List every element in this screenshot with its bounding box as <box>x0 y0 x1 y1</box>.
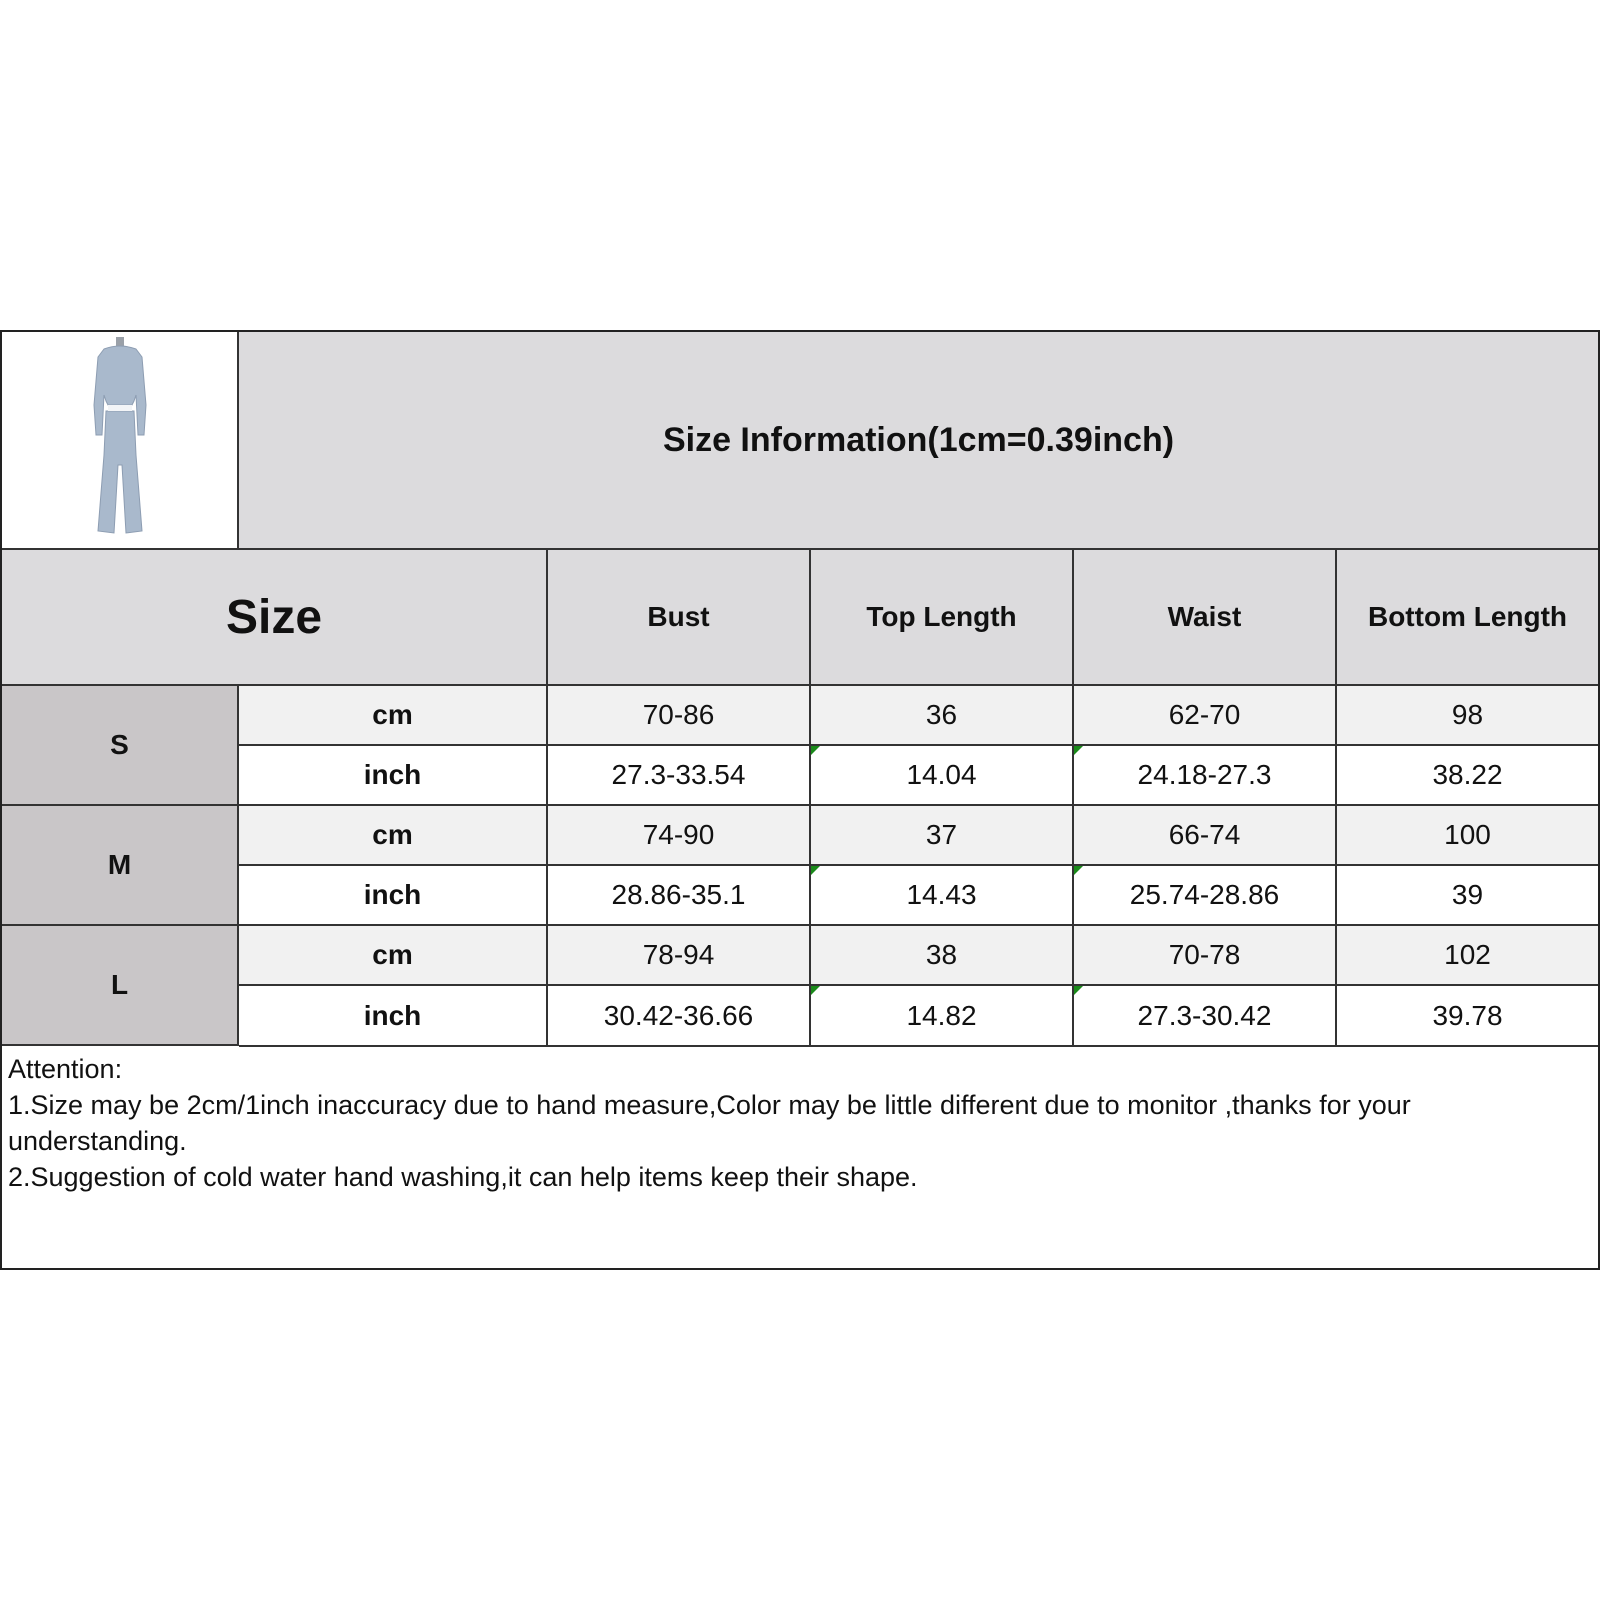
product-photo <box>2 332 239 550</box>
table-cell: 25.74-28.86 <box>1074 866 1337 926</box>
product-photo-icon <box>60 335 180 545</box>
table-cell: 39 <box>1337 866 1598 926</box>
table-cell: 38 <box>811 926 1074 986</box>
unit-label: cm <box>239 686 548 746</box>
notes-line-1: 1.Size may be 2cm/1inch inaccuracy due to hand measure,Color may be little different due to monitor ,thanks for your understanding. <box>8 1090 1411 1156</box>
table-cell: 14.43 <box>811 866 1074 926</box>
unit-label: cm <box>239 926 548 986</box>
table-cell: 24.18-27.3 <box>1074 746 1337 806</box>
table-cell: 36 <box>811 686 1074 746</box>
table-cell: 100 <box>1337 806 1598 866</box>
table-cell: 74-90 <box>548 806 811 866</box>
size-label-s: S <box>2 686 239 806</box>
table-cell: 27.3-30.42 <box>1074 986 1337 1047</box>
table-cell: 98 <box>1337 686 1598 746</box>
table-cell: 28.86-35.1 <box>548 866 811 926</box>
unit-label: inch <box>239 866 548 926</box>
size-label-l: L <box>2 926 239 1046</box>
table-cell: 30.42-36.66 <box>548 986 811 1047</box>
table-cell: 39.78 <box>1337 986 1598 1047</box>
table-cell: 27.3-33.54 <box>548 746 811 806</box>
attention-notes <box>2 1047 1598 1268</box>
page-title: Size Information(1cm=0.39inch) <box>239 332 1598 550</box>
table-cell: 70-86 <box>548 686 811 746</box>
notes-heading: Attention: <box>8 1054 123 1084</box>
cell-marker <box>1074 986 1083 995</box>
table-cell: 70-78 <box>1074 926 1337 986</box>
table-cell: 14.04 <box>811 746 1074 806</box>
size-header: Size <box>2 550 548 686</box>
table-cell: 66-74 <box>1074 806 1337 866</box>
column-header-waist: Waist <box>1074 550 1337 686</box>
column-header-bottom-length: Bottom Length <box>1337 550 1598 686</box>
cell-marker <box>811 986 820 995</box>
cell-marker <box>811 746 820 755</box>
cell-marker <box>1074 746 1083 755</box>
unit-label: inch <box>239 986 548 1047</box>
cell-marker <box>811 866 820 875</box>
table-cell: 62-70 <box>1074 686 1337 746</box>
size-chart <box>0 330 1600 1270</box>
table-cell: 102 <box>1337 926 1598 986</box>
table-cell: 78-94 <box>548 926 811 986</box>
column-header-bust: Bust <box>548 550 811 686</box>
column-header-top-length: Top Length <box>811 550 1074 686</box>
cell-marker <box>1074 866 1083 875</box>
notes-line-2: 2.Suggestion of cold water hand washing,it can help items keep their shape. <box>8 1162 918 1192</box>
table-cell: 38.22 <box>1337 746 1598 806</box>
table-cell: 14.82 <box>811 986 1074 1047</box>
unit-label: cm <box>239 806 548 866</box>
size-label-m: M <box>2 806 239 926</box>
table-cell: 37 <box>811 806 1074 866</box>
unit-label: inch <box>239 746 548 806</box>
